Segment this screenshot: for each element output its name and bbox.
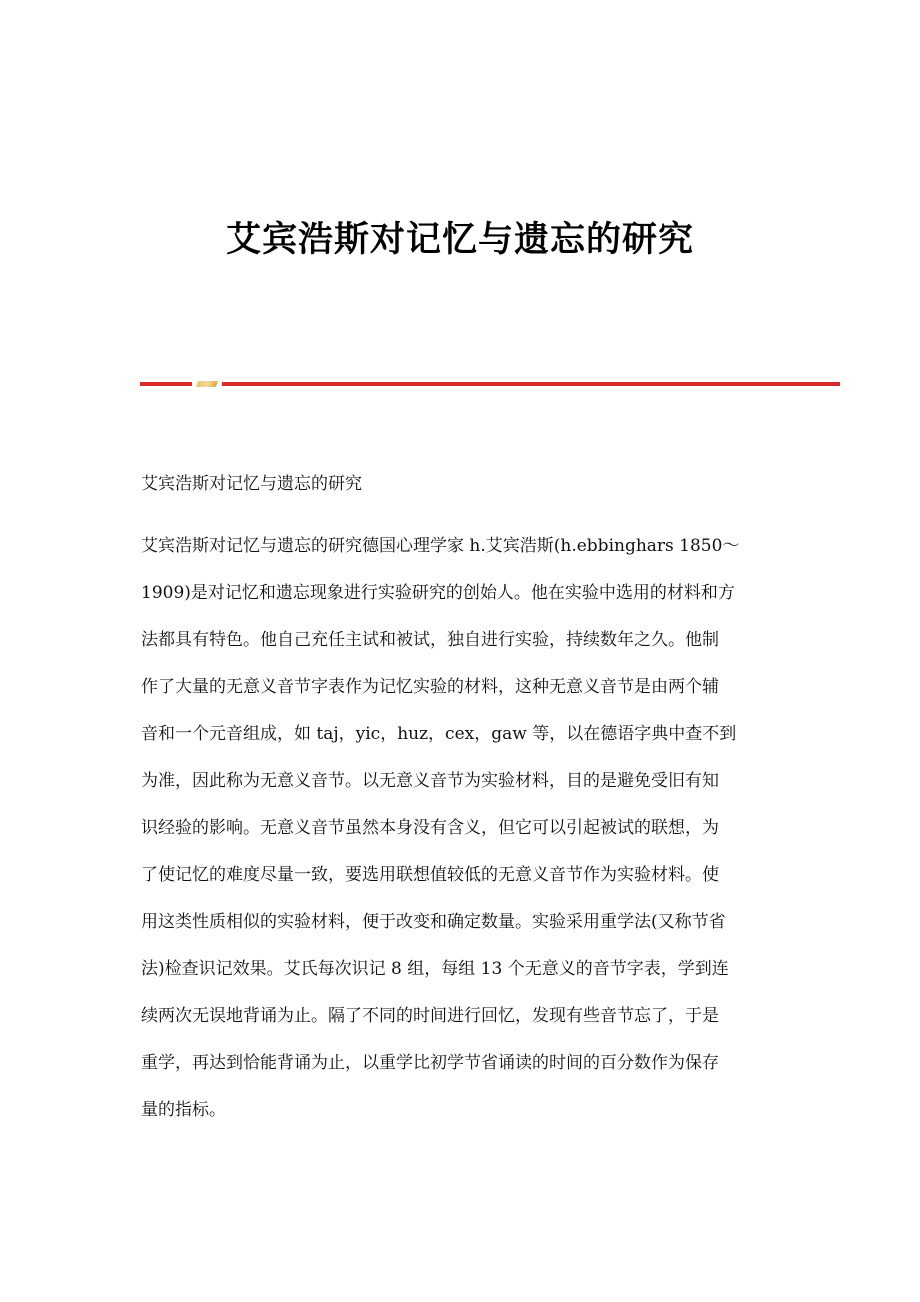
- body-line: 作了大量的无意义音节字表作为记忆实验的材料，这种无意义音节是由两个辅: [141, 677, 719, 697]
- body-paragraph: [141, 523, 781, 1134]
- body-line: 法)检查识记效果。艾氏每次识记 8 组，每组 13 个无意义的音节字表，学到连: [141, 959, 729, 979]
- body-line: 量的指标。: [141, 1100, 226, 1120]
- section-heading: 艾宾浩斯对记忆与遗忘的研究: [141, 474, 362, 494]
- divider-left-segment: [140, 382, 192, 386]
- divider-right-segment: [222, 382, 840, 386]
- body-line: 了使记忆的难度尽量一致，要选用联想值较低的无意义音节作为实验材料。使: [141, 865, 719, 885]
- body-line: 用这类性质相似的实验材料，便于改变和确定数量。实验采用重学法(又称节省: [141, 912, 726, 932]
- body-line: 续两次无误地背诵为止。隔了不同的时间进行回忆，发现有些音节忘了，于是: [141, 1006, 719, 1026]
- divider-ornament-icon: [196, 381, 218, 387]
- title-divider: [140, 380, 840, 388]
- body-line: 音和一个元音组成，如 taj，yic，huz，cex，gaw 等，以在德语字典中查不到: [141, 724, 737, 744]
- body-line: 法都具有特色。他自己充任主试和被试，独自进行实验，持续数年之久。他制: [141, 630, 719, 650]
- body-line: 识经验的影响。无意义音节虽然本身没有含义，但它可以引起被试的联想，为: [141, 818, 719, 838]
- body-line: 重学，再达到恰能背诵为止，以重学比初学节省诵读的时间的百分数作为保存: [141, 1053, 719, 1073]
- body-line: 1909)是对记忆和遗忘现象进行实验研究的创始人。他在实验中选用的材料和方: [141, 583, 735, 603]
- page-title: 艾宾浩斯对记忆与遗忘的研究: [225, 219, 694, 260]
- body-line: 艾宾浩斯对记忆与遗忘的研究德国心理学家 h.艾宾浩斯(h.ebbinghars 1850～: [141, 536, 740, 556]
- body-line: 为准，因此称为无意义音节。以无意义音节为实验材料，目的是避免受旧有知: [141, 771, 719, 791]
